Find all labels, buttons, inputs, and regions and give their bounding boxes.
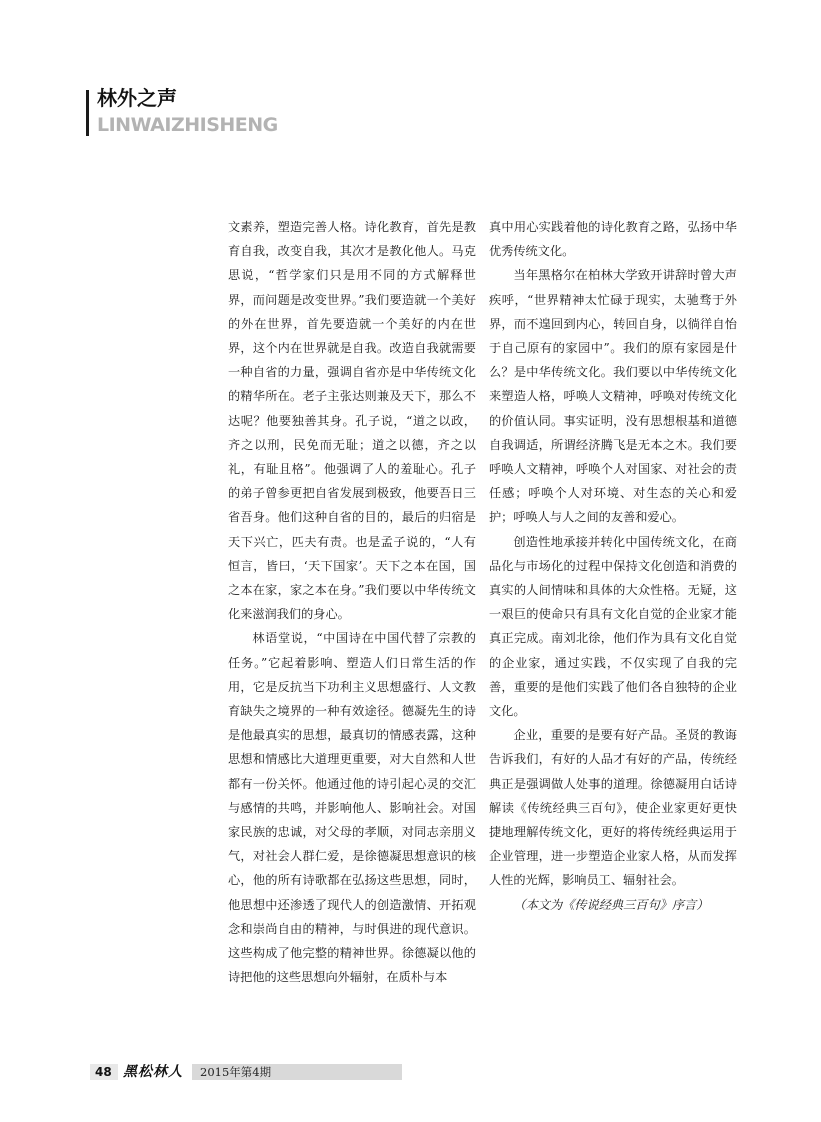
article-paragraph: 文素养，塑造完善人格。诗化教育，首先是教育自我，改变自我，其次才是教化他人。马克思说，“哲学家们只是用不同的方式解释世界，而问题是改变世界。”我们要造就一个美好的外在世界，首先要造就一个美好的内在世界，这个内在世界就是自我。改造自我就需要一种自省的力量，强调自省亦是中华传统文化的精华所在。老子主张达则兼及天下，那么不达呢？他要独善其身。孔子说，“道之以政，齐之以刑，民免而无耻；道之以德，齐之以礼，有耻且格”。他强调了人的羞耻心。孔子的弟子曾参更把自省发展到极致，他要吾日三省吾身。他们这种自省的目的，最后的归宿是天下兴亡，匹夫有责。也是孟子说的，“人有恒言，皆曰，‘天下国家’。天下之本在国，国之本在家，家之本在身。”我们要以中华传统文化来滋润我们的身心。 xyxy=(228,220,476,622)
article-column-right xyxy=(489,215,737,917)
article-column-left xyxy=(228,215,476,990)
article-paragraph: 林语堂说，“中国诗在中国代替了宗教的任务。”它起着影响、塑造人们日常生活的作用，它是反抗当下功利主义思想盛行、人文教育缺失之境界的一种有效途径。德凝先生的诗是他最真实的思想，最真切的情感表露，这种思想和情感比大道理更重要，对大自然和人世都有一份关怀。他通过他的诗引起心灵的交汇与感情的共鸣，并影响他人、影响社会。对国家民族的忠诚，对父母的孝顺，对同志亲朋义气，对社会人群仁爱，是徐德凝思想意识的核心，他的所有诗歌都在弘扬这些思想，同时，他思想中还渗透了现代人的创造激情、开拓观念和崇尚自由的精神，与时俱进的现代意识。这些构成了他完整的精神世界。徐德凝以他的诗把他的这些思想向外辐射，在质朴与本 xyxy=(228,631,476,985)
article-paragraph: 当年黑格尔在柏林大学致开讲辞时曾大声疾呼，“世界精神太忙碌于现实，太驰骛于外界，而不遑回到内心，转回自身，以徜徉自怡于自己原有的家园中”。我们的原有家园是什么？是中华传统文化。我们要以中华传统文化来塑造人格，呼唤人文精神，呼唤对传统文化的价值认同。事实证明，没有思想根基和道德自我调适，所谓经济腾飞是无本之木。我们要呼唤人文精神，呼唤个人对国家、对社会的责任感；呼唤个人对环境、对生态的关心和爱护；呼唤人与人之间的友善和爱心。 xyxy=(489,268,737,525)
article-paragraph: 真中用心实践着他的诗化教育之路，弘扬中华优秀传统文化。 xyxy=(489,220,737,259)
page-number: 48 xyxy=(90,1064,118,1080)
section-title: 林外之声 xyxy=(97,86,177,110)
article-paragraph: 创造性地承接并转化中国传统文化，在商品化与市场化的过程中保持文化创造和消费的真实的人间情味和具体的大众性格。无疑，这一艰巨的使命只有具有文化自觉的企业家才能真正完成。南刘北徐，他们作为具有文化自觉的企业家，通过实践，不仅实现了自我的完善，重要的是他们实践了他们各自独特的企业文化。 xyxy=(489,534,737,719)
section-subtitle: LINWAIZHISHENG xyxy=(97,114,278,136)
source-note: （本文为《传说经典三百句》序言） xyxy=(513,897,709,912)
magazine-logo: 黑松林人 xyxy=(123,1064,183,1080)
issue-label: 2015年第4期 xyxy=(192,1064,402,1080)
article-paragraph: 企业，重要的是要有好产品。圣贤的教诲告诉我们，有好的人品才有好的产品，传统经典正是强调做人处事的道理。徐德凝用白话诗解读《传统经典三百句》，使企业家更好更快捷地理解传统文化，更好的将传统经典运用于企业管理，进一步塑造企业家人格，从而发挥人性的光辉，影响员工、辐射社会。 xyxy=(489,728,737,888)
section-marker-bar xyxy=(86,90,89,136)
